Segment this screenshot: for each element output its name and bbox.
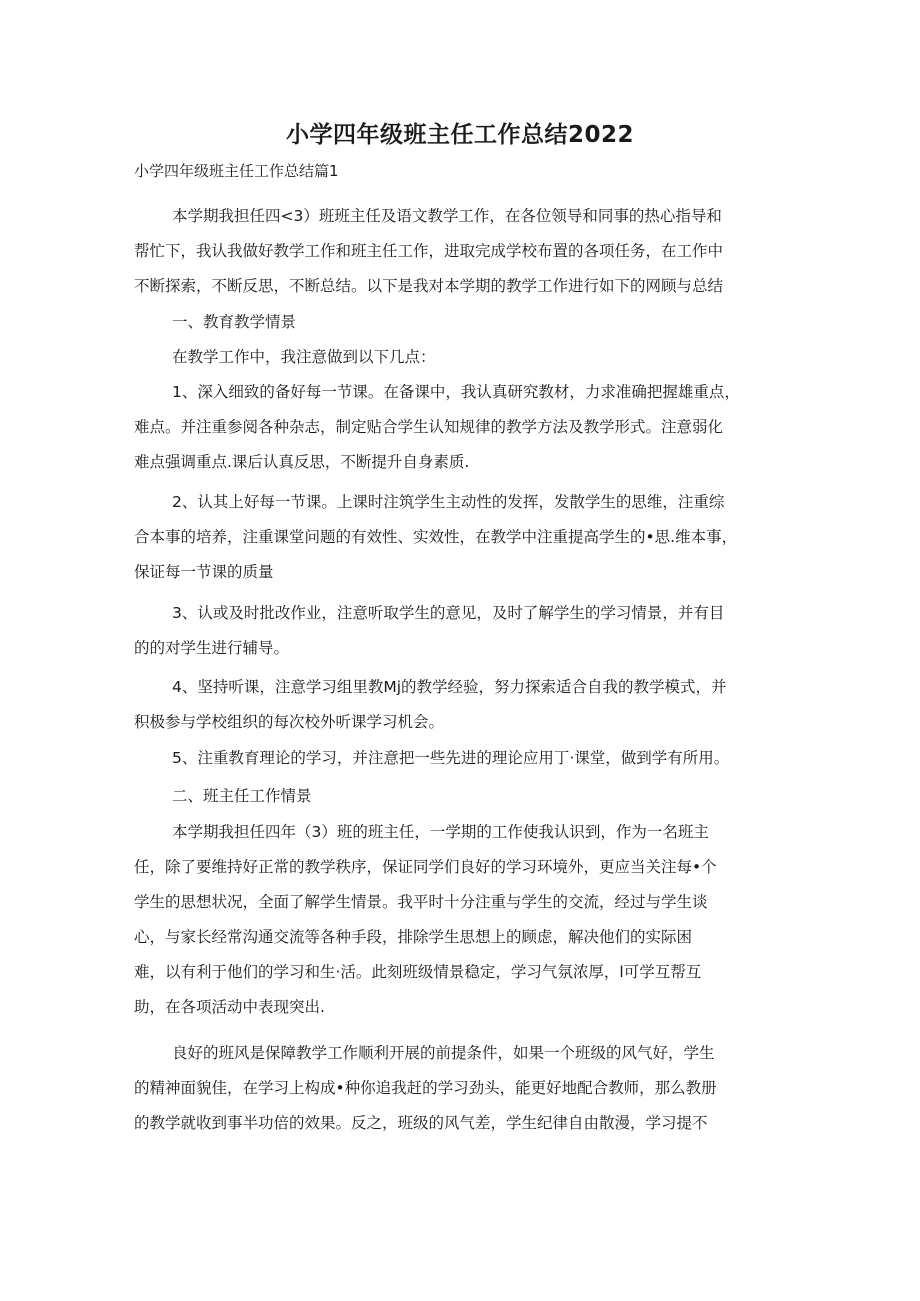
list-item-point-4 (134, 670, 784, 740)
text-line: 保证每一节课的质量 (134, 563, 274, 581)
text-line: 的精神面貌佳，在学习上构成•种你追我赶的学习劲头，能更好地配合教师，那么教册 (134, 1079, 717, 1097)
list-item-point-2 (134, 485, 784, 590)
page-title: 小学四年级班主任工作总结2022 (285, 122, 634, 148)
text-line: 1、深入细致的备好每一节课。在备课中，我认真研究教材，力求准确把握雄重点， (172, 383, 740, 401)
text-line: 不断探索，不断反思，不断总结。以下是我对本学期的教学工作进行如下的网顾与总结 (134, 277, 724, 295)
text-line: 本学期我担任四年（3）班的班主任，一学期的工作使我认识到，作为一名班主 (172, 823, 709, 841)
text-line: 良好的班风是保障教学工作顺利开展的前提条件，如果一个班级的风气好，学生 (172, 1044, 715, 1062)
text-line: 的的对学生进行辅导。 (134, 639, 290, 657)
list-item-point-3 (134, 596, 784, 666)
text-line: 助，在各项活动中表现突出. (134, 998, 325, 1016)
text-line: 难点强调重点.课后认真反思，不断提升自身素质. (134, 453, 470, 471)
text-line: 2、认其上好每一节课。上课时注筑学生主动性的发挥，发散学生的思维，注重综 (172, 493, 725, 511)
paragraph-class-atmosphere (134, 1036, 784, 1141)
paragraph-class-teacher (134, 815, 784, 1025)
text-line: 本学期我担任四<3）班班主任及语文教学工作，在各位领导和同事的热心指导和 (172, 207, 722, 225)
text-line: 难点。并注重参阅各种杂志，制定贴合学生认知规律的教学方法及教学形式。注意弱化 (134, 418, 724, 436)
text-line: 难，以有利于他们的学习和生·活。此刻班级情景稳定，学习气氛浓厚，l可学互帮互 (134, 963, 702, 981)
text-line: 的教学就收到事半功倍的效果。反之，班级的风气差，学生纪律自由散漫，学习提不 (134, 1114, 708, 1132)
text-line: 心，与家长经常沟通交流等各种手段，排除学生思想上的顾虑，解决他们的实际困 (134, 928, 693, 946)
text-line: 3、认或及时批改作业，注意听取学生的意见，及时了解学生的学习情景，并有目 (172, 604, 725, 622)
section-heading-teaching (134, 305, 784, 340)
text-line: 4、坚持听课，注意学习组里教Mj的教学经验，努力探索适合自我的教学模式，并 (172, 678, 727, 696)
list-item-point-1 (134, 375, 784, 480)
text-line: 在教学工作中，我注意做到以下几点： (172, 348, 436, 366)
text-line: 积极参与学校组织的每次校外听课学习机会。 (134, 713, 445, 731)
text-line: 一、教育教学情景 (172, 313, 297, 331)
section-heading-class-teacher (134, 779, 784, 814)
document-subtitle: 小学四年级班主任工作总结篇1 (134, 162, 339, 180)
text-line: 帮忙下，我认我做好教学工作和班主任工作，进取完成学校布置的各项任务，在工作中 (134, 242, 724, 260)
text-line: 任，除了要维持好正常的教学秩序，保证同学们良好的学习环境外，更应当关注每•个 (134, 858, 717, 876)
list-item-point-5 (134, 741, 784, 776)
paragraph-points-intro (134, 340, 784, 375)
paragraph-intro (134, 199, 784, 304)
text-line: 5、注重教育理论的学习，并注意把一些先进的理论应用丁·课堂，做到学有所用。 (172, 749, 730, 767)
text-line: 二、班主任工作情景 (172, 787, 312, 805)
text-line: 合本事的培养，注重课堂问题的有效性、实效性，在教学中注重提高学生的•思.维本事， (134, 528, 738, 546)
text-line: 学生的思想状况，全面了解学生情景。我平时十分注重与学生的交流，经过与学生谈 (134, 893, 708, 911)
